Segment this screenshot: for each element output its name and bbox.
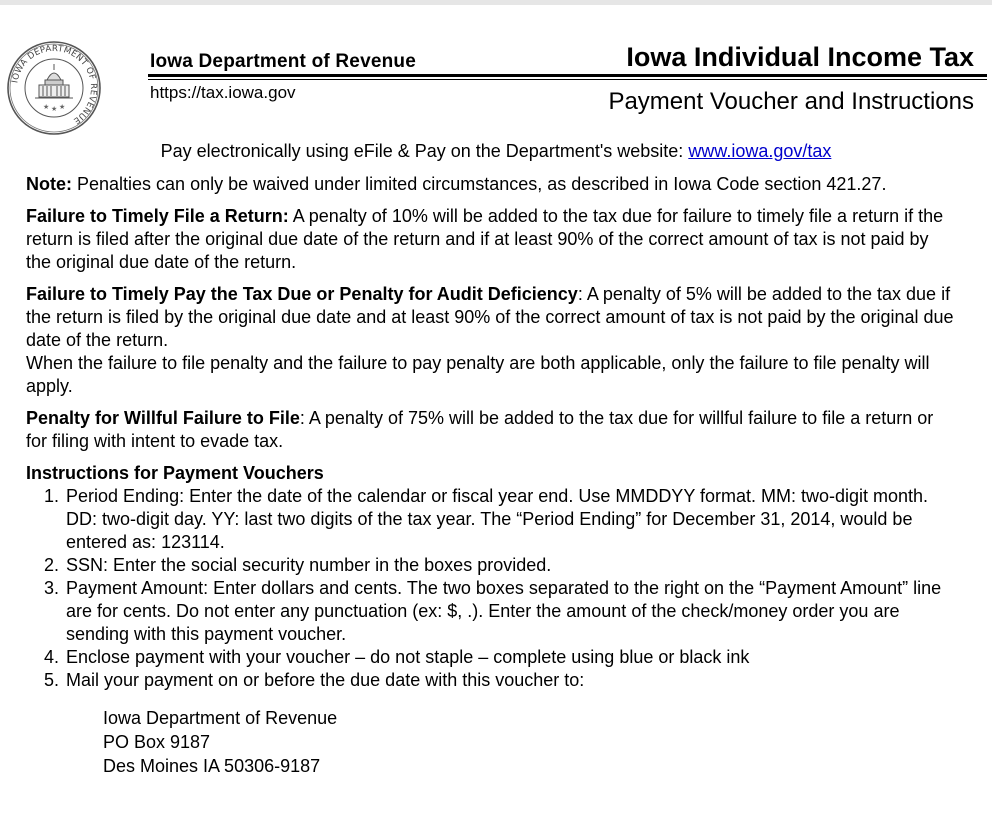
instruction-item: 2. SSN: Enter the social security number in the boxes provided. [64, 554, 956, 577]
penalty-file-paragraph [26, 205, 956, 274]
instruction-item: 5. Mail your payment on or before the due date with this voucher to: [64, 669, 956, 692]
address-line-2: PO Box 9187 [103, 732, 211, 752]
seal-text: IOWA DEPARTMENT OF REVENUE [10, 43, 99, 126]
instructions-heading: Instructions for Payment Vouchers [26, 463, 324, 483]
header-rule-thick [148, 74, 987, 77]
top-bar [0, 0, 992, 5]
note-label: Note: [26, 174, 72, 194]
penalty-file-label: Failure to Timely File a Return: [26, 206, 289, 226]
department-url: https://tax.iowa.gov [150, 83, 296, 102]
note-text: Penalties can only be waived under limited circumstances, as described in Iowa Code section 421.27. [72, 174, 887, 194]
address-line-1: Iowa Department of Revenue [103, 708, 338, 728]
note-paragraph [26, 173, 956, 196]
penalty-pay-extra: When the failure to file penalty and the failure to pay penalty are both applicable, only the failure to file penalty will apply. [26, 353, 930, 396]
penalty-pay-text: : A penalty of 5% will be added to the tax due if the return is filed by the original due date and at least 90% of the correct amount of tax is not paid by the original due date of the return. [26, 284, 954, 350]
mailing-address [26, 706, 956, 778]
page-subtitle: Payment Voucher and Instructions [608, 88, 974, 115]
page-title: Iowa Individual Income Tax [626, 42, 974, 72]
penalty-willful-text: : A penalty of 75% will be added to the tax due for willful failure to file a return or for filing with intent to evade tax. [26, 408, 934, 451]
svg-text:★: ★ [51, 105, 58, 113]
header-rule-thin [148, 79, 987, 80]
penalty-willful-paragraph [26, 407, 956, 453]
penalty-pay-label: Failure to Timely Pay the Tax Due or Penalty for Audit Deficiency [26, 284, 578, 304]
svg-text:★: ★ [59, 103, 66, 111]
efile-text: Pay electronically using eFile & Pay on the Department's website: [160, 141, 689, 161]
address-line-3: Des Moines IA 50306-9187 [103, 756, 321, 776]
efile-line [0, 141, 992, 162]
svg-text:★: ★ [43, 103, 50, 111]
penalty-pay-paragraph [26, 283, 956, 352]
penalty-file-text: A penalty of 10% will be added to the tax due for failure to timely file a return if the return is filed after the original due date of the return and if at least 90% of the correct amount of tax is not paid by the original due date of the return. [26, 206, 944, 272]
penalty-willful-label: Penalty for Willful Failure to File [26, 408, 300, 428]
department-name: Iowa Department of Revenue [150, 51, 416, 72]
instruction-item: 4. Enclose payment with your voucher – do not staple – complete using blue or black ink [64, 646, 956, 669]
instruction-item: 1. Period Ending: Enter the date of the calendar or fiscal year end. Use MMDDYY format. MM: two-digit month. DD: two-digit day. YY: last two digits of the tax year. The “Period Ending” for December 31, 2014, would be entered as: 123114. [64, 485, 956, 554]
efile-link[interactable]: www.iowa.gov/tax [688, 141, 832, 161]
instructions-list [26, 485, 956, 692]
document-body [26, 173, 956, 778]
seal-icon [6, 40, 102, 136]
instruction-item: 3. Payment Amount: Enter dollars and cents. The two boxes separated to the right on the “Payment Amount” line are for cents. Do not enter any punctuation (ex: $, .). Enter the amount of the check/money order you are sending with this payment voucher. [64, 577, 956, 646]
